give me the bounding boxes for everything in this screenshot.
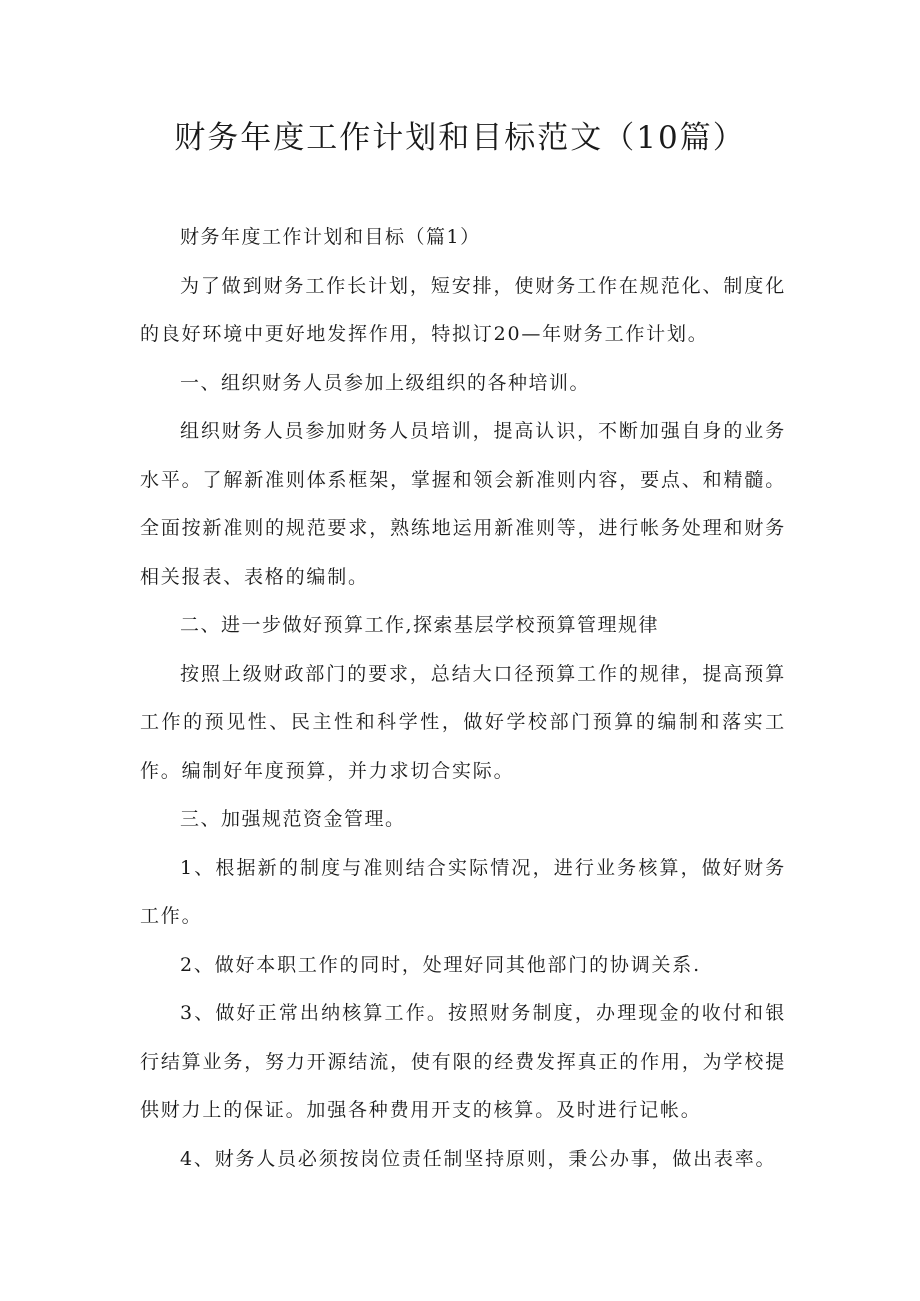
- paragraph-budget: 按照上级财政部门的要求，总结大口径预算工作的规律，提高预算工作的预见性、民主性和科学性，做好学校部门预算的编制和落实工作。编制好年度预算，并力求切合实际。: [140, 662, 786, 782]
- paragraph-intro: 为了做到财务工作长计划，短安排，使财务工作在规范化、制度化的良好环境中更好地发挥作用，特拟订20—年财务工作计划。: [140, 274, 786, 345]
- list-item-2: 2、做好本职工作的同时，处理好同其他部门的协调关系.: [180, 953, 701, 976]
- document-title: 财务年度工作计划和目标范文（10篇）: [174, 120, 746, 156]
- list-item-4: 4、财务人员必须按岗位责任制坚持原则，秉公办事，做出表率。: [180, 1147, 777, 1170]
- section-heading: 财务年度工作计划和目标（篇1）: [180, 226, 481, 248]
- paragraph-training: 组织财务人员参加财务人员培训，提高认识，不断加强自身的业务水平。了解新准则体系框架，掌握和领会新准则内容，要点、和精髓。全面按新准则的规范要求，熟练地运用新准则等，进行帐务处理和财务相关报表、表格的编制。: [140, 420, 786, 588]
- point-one-heading: 一、组织财务人员参加上级组织的各种培训。: [180, 371, 591, 394]
- point-three-heading: 三、加强规范资金管理。: [180, 808, 406, 830]
- list-item-1: 1、根据新的制度与准则结合实际情况，进行业务核算，做好财务工作。: [140, 856, 786, 927]
- document-body: [140, 213, 786, 1183]
- point-two-heading: 二、进一步做好预算工作,探索基层学校预算管理规律: [180, 614, 660, 636]
- list-item-3: 3、做好正常出纳核算工作。按照财务制度，办理现金的收付和银行结算业务，努力开源结流，使有限的经费发挥真正的作用，为学校提供财力上的保证。加强各种费用开支的核算。及时进行记帐。: [140, 1002, 786, 1121]
